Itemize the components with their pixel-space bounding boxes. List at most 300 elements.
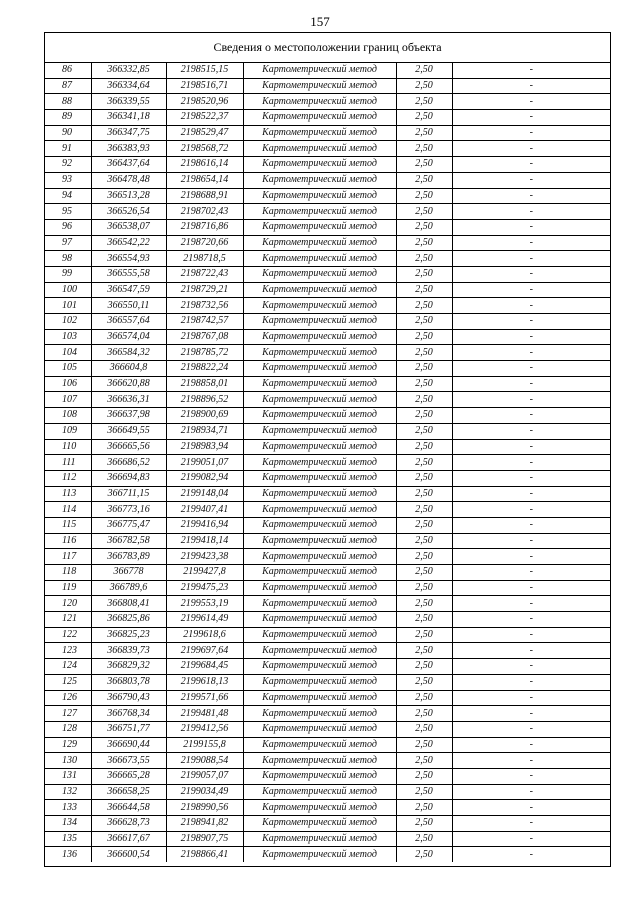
note-cell: - [452,455,610,471]
accuracy-cell: 2,50 [396,612,452,628]
point-number-cell: 129 [45,737,91,753]
table-row [45,596,610,612]
method-cell: Картометрический метод [243,800,396,816]
x-coordinate-cell: 366557,64 [91,314,166,330]
table-row [45,455,610,471]
accuracy-cell: 2,50 [396,110,452,126]
page-number: 157 [310,14,330,29]
point-number-cell: 97 [45,235,91,251]
point-number-cell: 109 [45,423,91,439]
point-number-cell: 93 [45,172,91,188]
table-row [45,329,610,345]
y-coordinate-cell: 2198990,56 [166,800,243,816]
note-cell: - [452,737,610,753]
x-coordinate-cell: 366778 [91,565,166,581]
x-coordinate-cell: 366341,18 [91,110,166,126]
note-cell: - [452,486,610,502]
point-number-cell: 98 [45,251,91,267]
y-coordinate-cell: 2198718,5 [166,251,243,267]
x-coordinate-cell: 366584,32 [91,345,166,361]
method-cell: Картометрический метод [243,204,396,220]
y-coordinate-cell: 2199407,41 [166,502,243,518]
point-number-cell: 126 [45,690,91,706]
accuracy-cell: 2,50 [396,706,452,722]
point-number-cell: 120 [45,596,91,612]
y-coordinate-cell: 2198858,01 [166,376,243,392]
point-number-cell: 106 [45,376,91,392]
table-row [45,800,610,816]
point-number-cell: 119 [45,580,91,596]
x-coordinate-cell: 366665,28 [91,768,166,784]
method-cell: Картометрический метод [243,282,396,298]
table-row [45,235,610,251]
note-cell: - [529,848,533,860]
y-coordinate-cell: 2199057,07 [166,768,243,784]
note-cell: - [452,157,610,173]
y-coordinate-cell: 2199475,23 [166,580,243,596]
x-coordinate-cell: 366649,55 [91,423,166,439]
accuracy-cell: 2,50 [396,204,452,220]
method-cell: Картометрический метод [243,612,396,628]
table-row [45,643,610,659]
point-number-cell: 99 [45,266,91,282]
method-cell: Картометрический метод [243,266,396,282]
table-row [45,282,610,298]
y-coordinate-cell: 2199481,48 [166,706,243,722]
table-row [45,298,610,314]
x-coordinate-cell: 366550,11 [91,298,166,314]
table-row [45,674,610,690]
method-cell: Картометрический метод [243,125,396,141]
point-number-cell: 116 [45,533,91,549]
coordinates-table-body [45,63,610,862]
method-cell: Картометрический метод [243,314,396,330]
note-cell: - [452,266,610,282]
note-cell: - [452,612,610,628]
x-coordinate-cell: 366673,55 [91,753,166,769]
method-cell: Картометрический метод [243,565,396,581]
table-row [45,361,610,377]
table-row [45,502,610,518]
table-row [45,408,610,424]
method-cell: Картометрический метод [243,768,396,784]
method-cell: Картометрический метод [243,690,396,706]
accuracy-cell: 2,50 [396,643,452,659]
table-row [45,549,610,565]
y-coordinate-cell: 2198900,69 [166,408,243,424]
y-coordinate-cell: 2199412,56 [166,721,243,737]
x-coordinate-cell: 366751,77 [91,721,166,737]
table-row [45,125,610,141]
accuracy-cell: 2,50 [396,800,452,816]
point-number-cell: 86 [45,63,91,78]
note-cell: - [452,282,610,298]
y-coordinate-cell: 2198785,72 [166,345,243,361]
note-cell: - [452,314,610,330]
note-cell: - [452,408,610,424]
method-cell: Картометрический метод [243,361,396,377]
accuracy-cell: 2,50 [396,627,452,643]
y-coordinate-cell: 2198907,75 [166,831,243,847]
point-number-cell: 101 [45,298,91,314]
method-cell: Картометрический метод [243,345,396,361]
x-coordinate-cell: 366547,59 [91,282,166,298]
method-cell: Картометрический метод [243,110,396,126]
accuracy-cell: 2,50 [396,596,452,612]
method-cell: Картометрический метод [243,502,396,518]
x-coordinate-cell: 366665,56 [91,439,166,455]
point-number-cell: 92 [45,157,91,173]
note-cell: - [452,659,610,675]
x-coordinate-cell: 366825,23 [91,627,166,643]
method-cell: Картометрический метод [243,439,396,455]
point-number-cell: 102 [45,314,91,330]
x-coordinate-cell: 366773,16 [91,502,166,518]
y-coordinate-cell: 2199082,94 [166,470,243,486]
note-cell: - [452,204,610,220]
table-row [45,141,610,157]
method-cell: Картометрический метод [243,580,396,596]
point-number-cell: 130 [45,753,91,769]
x-coordinate-cell: 366339,55 [91,94,166,110]
x-coordinate-cell: 366783,89 [91,549,166,565]
table-row [45,816,610,832]
y-coordinate-cell: 2199051,07 [166,455,243,471]
table-row [45,219,610,235]
x-coordinate-cell: 366829,32 [91,659,166,675]
table-row [45,580,610,596]
note-cell: - [452,125,610,141]
x-coordinate-cell: 366825,86 [91,612,166,628]
accuracy-cell: 2,50 [396,376,452,392]
accuracy-cell: 2,50 [396,329,452,345]
y-coordinate-cell: 2198688,91 [166,188,243,204]
accuracy-cell: 2,50 [396,188,452,204]
note-cell: - [452,533,610,549]
method-cell: Картометрический метод [243,329,396,345]
point-number-cell: 118 [45,565,91,581]
table-row [45,345,610,361]
x-coordinate-cell: 366347,75 [91,125,166,141]
table-row [45,706,610,722]
note-cell: - [452,141,610,157]
note-cell: - [452,298,610,314]
note-cell: - [452,565,610,581]
point-number-cell: 95 [45,204,91,220]
point-number-cell: 125 [45,674,91,690]
accuracy-cell: 2,50 [396,847,452,862]
method-cell: Картометрический метод [243,408,396,424]
accuracy-cell: 2,50 [396,784,452,800]
note-cell: - [452,251,610,267]
method-cell: Картометрический метод [243,94,396,110]
table-row [45,533,610,549]
table-row [45,110,610,126]
method-cell: Картометрический метод [243,643,396,659]
accuracy-cell: 2,50 [396,659,452,675]
note-cell: - [452,784,610,800]
y-coordinate-cell: 2199697,64 [166,643,243,659]
method-cell: Картометрический метод [243,517,396,533]
y-coordinate-cell: 2198654,14 [166,172,243,188]
point-number-cell: 89 [45,110,91,126]
note-cell: - [452,580,610,596]
accuracy-cell: 2,50 [396,282,452,298]
point-number-cell: 90 [45,125,91,141]
y-coordinate-cell: 2198702,43 [166,204,243,220]
table-row [45,517,610,533]
note-cell: - [452,63,610,78]
point-number-cell: 122 [45,627,91,643]
table-row [45,753,610,769]
x-coordinate-cell: 366690,44 [91,737,166,753]
table-row [45,627,610,643]
table-row [45,565,610,581]
method-cell: Картометрический метод [243,188,396,204]
note-cell: - [452,706,610,722]
note-cell: - [452,423,610,439]
method-cell: Картометрический метод [243,549,396,565]
accuracy-cell: 2,50 [396,361,452,377]
x-coordinate-cell: 366658,25 [91,784,166,800]
y-coordinate-cell: 2198568,72 [166,141,243,157]
table-row [45,831,610,847]
accuracy-cell: 2,50 [396,266,452,282]
x-coordinate-cell: 366686,52 [91,455,166,471]
point-number-cell: 127 [45,706,91,722]
point-number-cell: 111 [45,455,91,471]
boundary-sheet [44,32,611,867]
accuracy-cell: 2,50 [396,549,452,565]
point-number-cell: 121 [45,612,91,628]
y-coordinate-cell: 2199148,04 [166,486,243,502]
accuracy-cell: 2,50 [396,737,452,753]
x-coordinate-cell: 366555,58 [91,266,166,282]
method-cell: Картометрический метод [243,298,396,314]
note-cell: - [452,800,610,816]
method-cell: Картометрический метод [243,251,396,267]
method-cell: Картометрический метод [243,784,396,800]
method-cell: Картометрический метод [243,63,396,78]
x-coordinate-cell: 366332,85 [91,63,166,78]
method-cell: Картометрический метод [243,674,396,690]
x-coordinate-cell: 366782,58 [91,533,166,549]
method-cell: Картометрический метод [243,831,396,847]
y-coordinate-cell: 2199034,49 [166,784,243,800]
x-coordinate-cell: 366478,48 [91,172,166,188]
y-coordinate-cell: 2198732,56 [166,298,243,314]
table-row [45,63,610,78]
y-coordinate-cell: 2198896,52 [166,392,243,408]
y-coordinate-cell: 2198729,21 [166,282,243,298]
note-cell: - [452,674,610,690]
point-number-cell: 115 [45,517,91,533]
method-cell: Картометрический метод [243,816,396,832]
y-coordinate-cell: 2199423,38 [166,549,243,565]
table-row [45,204,610,220]
note-cell: - [452,816,610,832]
y-coordinate-cell: 2198941,82 [166,816,243,832]
y-coordinate-cell: 2199553,19 [166,596,243,612]
method-cell: Картометрический метод [243,423,396,439]
accuracy-cell: 2,50 [396,345,452,361]
accuracy-cell: 2,50 [396,721,452,737]
accuracy-cell: 2,50 [396,78,452,94]
x-coordinate-cell: 366637,98 [91,408,166,424]
table-row [45,470,610,486]
accuracy-cell: 2,50 [396,423,452,439]
note-cell: - [452,690,610,706]
y-coordinate-cell: 2198516,71 [166,78,243,94]
table-row [45,847,610,862]
point-number-cell: 96 [45,219,91,235]
x-coordinate-cell: 366542,22 [91,235,166,251]
point-number-cell: 131 [45,768,91,784]
x-coordinate-cell: 366383,93 [91,141,166,157]
x-coordinate-cell: 366644,58 [91,800,166,816]
method-cell: Картометрический метод [243,737,396,753]
point-number-cell: 91 [45,141,91,157]
method-cell: Картометрический метод [243,627,396,643]
point-number-cell: 113 [45,486,91,502]
note-cell: - [452,643,610,659]
y-coordinate-cell: 2199571,66 [166,690,243,706]
accuracy-cell: 2,50 [396,565,452,581]
y-coordinate-cell: 2198616,14 [166,157,243,173]
note-cell: - [452,78,610,94]
method-cell: Картометрический метод [243,486,396,502]
accuracy-cell: 2,50 [396,455,452,471]
point-number-cell: 87 [45,78,91,94]
y-coordinate-cell: 2198822,24 [166,361,243,377]
point-number-cell: 104 [45,345,91,361]
accuracy-cell: 2,50 [396,816,452,832]
x-coordinate-cell: 366628,73 [91,816,166,832]
accuracy-cell: 2,50 [396,753,452,769]
method-cell: Картометрический метод [243,847,396,862]
x-coordinate-cell: 366620,88 [91,376,166,392]
y-coordinate-cell: 2198866,41 [166,847,243,862]
point-number-cell: 112 [45,470,91,486]
note-cell: - [452,188,610,204]
x-coordinate-cell: 366554,93 [91,251,166,267]
x-coordinate-cell: 366839,73 [91,643,166,659]
accuracy-cell: 2,50 [396,157,452,173]
table-row [45,392,610,408]
accuracy-cell: 2,50 [396,172,452,188]
x-coordinate-cell: 366636,31 [91,392,166,408]
method-cell: Картометрический метод [243,533,396,549]
x-coordinate-cell: 366803,78 [91,674,166,690]
y-coordinate-cell: 2199618,13 [166,674,243,690]
table-row [45,768,610,784]
x-coordinate-cell: 366538,07 [91,219,166,235]
point-number-cell: 136 [45,847,91,862]
note-cell: - [452,831,610,847]
y-coordinate-cell: 2198742,57 [166,314,243,330]
x-coordinate-cell: 366790,43 [91,690,166,706]
point-number-cell: 107 [45,392,91,408]
accuracy-cell: 2,50 [396,219,452,235]
method-cell: Картометрический метод [243,721,396,737]
x-coordinate-cell: 366334,64 [91,78,166,94]
table-row [45,737,610,753]
point-number-cell: 128 [45,721,91,737]
x-coordinate-cell: 366526,54 [91,204,166,220]
point-number-cell: 117 [45,549,91,565]
y-coordinate-cell: 2199416,94 [166,517,243,533]
table-row [45,690,610,706]
accuracy-cell: 2,50 [396,517,452,533]
accuracy-cell: 2,50 [396,580,452,596]
method-cell: Картометрический метод [243,376,396,392]
table-row [45,486,610,502]
table-row [45,157,610,173]
table-row [45,266,610,282]
accuracy-cell: 2,50 [396,439,452,455]
table-row [45,721,610,737]
accuracy-cell: 2,50 [396,674,452,690]
point-number-cell: 100 [45,282,91,298]
table-row [45,94,610,110]
note-cell: - [452,596,610,612]
y-coordinate-cell: 2198529,47 [166,125,243,141]
y-coordinate-cell: 2198716,86 [166,219,243,235]
note-cell: - [452,470,610,486]
method-cell: Картометрический метод [243,78,396,94]
point-number-cell: 133 [45,800,91,816]
note-cell: - [452,345,610,361]
y-coordinate-cell: 2198720,66 [166,235,243,251]
y-coordinate-cell: 2198934,71 [166,423,243,439]
y-coordinate-cell: 2199618,6 [166,627,243,643]
note-cell: - [452,219,610,235]
table-title: Сведения о местоположении границ объекта [45,33,610,63]
y-coordinate-cell: 2198520,96 [166,94,243,110]
x-coordinate-cell: 366617,67 [91,831,166,847]
y-coordinate-cell: 2198515,15 [166,63,243,78]
point-number-cell: 110 [45,439,91,455]
y-coordinate-cell: 2199155,8 [166,737,243,753]
accuracy-cell: 2,50 [396,690,452,706]
accuracy-cell: 2,50 [396,251,452,267]
note-cell: - [452,361,610,377]
method-cell: Картометрический метод [243,157,396,173]
accuracy-cell: 2,50 [396,486,452,502]
note-cell: - [452,627,610,643]
table-row [45,78,610,94]
accuracy-cell: 2,50 [396,141,452,157]
point-number-cell: 94 [45,188,91,204]
accuracy-cell: 2,50 [396,125,452,141]
point-number-cell: 114 [45,502,91,518]
accuracy-cell: 2,50 [396,298,452,314]
point-number-cell: 134 [45,816,91,832]
method-cell: Картометрический метод [243,659,396,675]
note-cell: - [452,376,610,392]
x-coordinate-cell: 366789,6 [91,580,166,596]
table-row [45,188,610,204]
table-row [45,251,610,267]
method-cell: Картометрический метод [243,172,396,188]
table-row [45,423,610,439]
note-cell: - [452,549,610,565]
y-coordinate-cell: 2198722,43 [166,266,243,282]
point-number-cell: 124 [45,659,91,675]
note-cell: - [452,502,610,518]
x-coordinate-cell: 366808,41 [91,596,166,612]
point-number-cell: 108 [45,408,91,424]
